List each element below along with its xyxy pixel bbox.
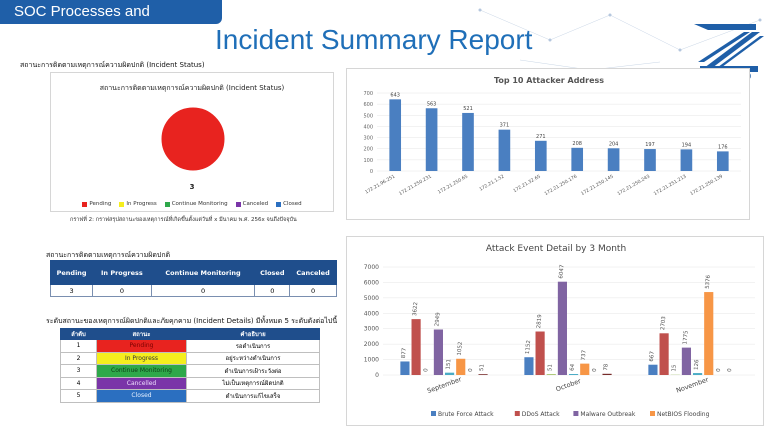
bar <box>717 151 729 171</box>
data-label: 78 <box>603 363 610 371</box>
data-label: 371 <box>499 122 510 129</box>
data-label: 3622 <box>412 301 420 317</box>
top-attacker-chart-panel <box>346 68 750 220</box>
value-pending: 3 <box>51 285 93 297</box>
table-row <box>61 365 320 378</box>
bar <box>412 319 421 375</box>
legend-swatch <box>236 202 241 207</box>
data-label: 0 <box>727 368 734 373</box>
bar <box>499 130 511 171</box>
data-label: 151 <box>445 358 453 370</box>
legend-swatch <box>515 411 520 416</box>
table-row <box>51 285 337 297</box>
status-table-label: สถานะการติดตามเหตุการณ์ความผิดปกติ <box>46 251 171 259</box>
x-tick-label: 172.21.1.52 <box>478 174 506 193</box>
y-tick-label: 3000 <box>363 325 379 333</box>
legend-swatch <box>82 202 87 207</box>
y-tick-label: 5000 <box>363 294 379 302</box>
table-row <box>61 352 320 365</box>
status-table-header <box>51 261 337 285</box>
legend-item <box>276 201 301 207</box>
row-no: 5 <box>61 390 97 403</box>
bar <box>547 374 556 375</box>
x-tick-label: 172.21.250.243 <box>616 174 651 197</box>
legend-label: Malware Outbreak <box>580 411 636 418</box>
value-continue-monitoring: 0 <box>151 285 255 297</box>
data-label: 64 <box>569 363 577 372</box>
x-tick-label: September <box>426 375 463 396</box>
y-tick-label: 400 <box>363 124 373 131</box>
data-label: 877 <box>400 347 408 359</box>
row-no: 1 <box>61 340 97 353</box>
header-no: ลำดับ <box>61 329 97 340</box>
y-tick-label: 200 <box>363 146 373 153</box>
section-tag: SOC Processes and Engagement <box>0 0 222 24</box>
y-tick-label: 300 <box>363 135 373 142</box>
legend-label: Closed <box>283 201 302 207</box>
row-status: In Progress <box>97 352 187 365</box>
row-description: ไม่เป็นเหตุการณ์ผิดปกติ <box>187 377 320 390</box>
status-table <box>50 260 337 297</box>
header-continue-monitoring: Continue Monitoring <box>151 261 255 285</box>
bar <box>426 108 438 171</box>
y-tick-label: 7000 <box>363 264 379 271</box>
x-tick-label: November <box>675 375 710 395</box>
bar <box>558 282 567 375</box>
data-label: 1052 <box>456 341 464 356</box>
x-tick-label: October <box>554 376 582 394</box>
x-tick-label: 172.21.250.231 <box>398 174 433 197</box>
bar <box>569 374 578 375</box>
data-label: 563 <box>426 101 437 108</box>
pie-title: สถานะการติดตามเหตุการณ์ความผิดปกติ (Incident Status) <box>99 84 285 92</box>
legend-label: Canceled <box>242 201 269 207</box>
header-status: สถานะ <box>97 329 187 340</box>
data-label: 2949 <box>434 312 442 327</box>
data-label: 194 <box>681 142 692 149</box>
bar <box>524 357 533 375</box>
row-no: 3 <box>61 365 97 378</box>
y-tick-label: 700 <box>363 91 373 97</box>
data-label: 2819 <box>536 314 544 329</box>
chart-title: Attack Event Detail by 3 Month <box>485 244 627 254</box>
detail-table-label: ระดับสถานะของเหตุการณ์ผิดปกติและภัยคุกคาม (Incident Details) มีทั้งหมด 5 ระดับดังต่อไปนี้ <box>46 317 338 325</box>
y-tick-label: 4000 <box>363 310 379 318</box>
bar <box>571 148 583 171</box>
data-label: 0 <box>467 368 475 373</box>
bar <box>704 292 713 375</box>
header-in-progress: In Progress <box>93 261 151 285</box>
data-label: 126 <box>693 359 701 371</box>
bar <box>681 149 693 171</box>
x-tick-label: 172.21.96.251 <box>364 174 397 196</box>
legend-item <box>236 201 269 207</box>
legend-label: In Progress <box>126 201 157 207</box>
y-tick-label: 0 <box>369 169 373 175</box>
bar <box>445 373 454 375</box>
page-title: Incident Summary Report <box>215 24 533 55</box>
y-tick-label: 0 <box>375 372 379 379</box>
value-closed: 0 <box>255 285 290 297</box>
row-status: Cancelled <box>97 377 187 390</box>
row-description: อยู่ระหว่างดำเนินการ <box>187 352 320 365</box>
legend-swatch <box>276 202 281 207</box>
row-status: Pending <box>97 340 187 353</box>
bar <box>462 113 474 171</box>
data-label: 667 <box>648 350 656 362</box>
legend-swatch <box>119 202 124 207</box>
legend-label: Brute Force Attack <box>438 411 494 418</box>
header-description: คำอธิบาย <box>187 329 320 340</box>
detail-table-header <box>61 329 320 340</box>
attack-event-chart-panel <box>346 236 764 426</box>
incident-status-pie-panel <box>50 72 334 212</box>
data-label: 643 <box>390 92 400 99</box>
data-label: 0 <box>715 368 723 373</box>
data-label: 5376 <box>704 274 712 290</box>
attack-event-chart <box>347 237 765 427</box>
bar <box>478 374 487 375</box>
bar <box>456 359 465 375</box>
x-tick-label: 172.21.250.139 <box>689 174 724 197</box>
bar <box>602 374 611 375</box>
data-label: 51 <box>547 363 554 372</box>
bar <box>608 148 620 171</box>
legend-swatch <box>165 202 170 207</box>
value-canceled: 0 <box>290 285 337 297</box>
data-label: 2703 <box>660 316 668 331</box>
row-status: Continue Monitoring <box>97 365 187 378</box>
data-label: 737 <box>580 349 588 361</box>
data-label: 176 <box>718 144 728 151</box>
data-label: 0 <box>423 368 430 373</box>
x-tick-label: 172.21.250.65 <box>437 174 469 196</box>
legend-label: NetBIOS Flooding <box>657 411 710 418</box>
bar <box>682 348 691 375</box>
row-status: Closed <box>97 390 187 403</box>
bar <box>660 333 669 375</box>
bar <box>434 330 443 375</box>
value-in-progress: 0 <box>93 285 151 297</box>
table-row <box>61 390 320 403</box>
row-description: ดำเนินการแก้ไขเสร็จ <box>187 390 320 403</box>
legend-item <box>119 201 156 207</box>
legend-swatch <box>431 411 436 416</box>
legend-swatch <box>650 411 655 416</box>
data-label: 6047 <box>558 264 566 279</box>
pie-slice <box>161 107 225 171</box>
pie-legend <box>51 201 333 207</box>
incident-detail-table <box>60 328 320 403</box>
row-description: ดำเนินการเฝ้าระวังต่อ <box>187 365 320 378</box>
legend-item <box>82 201 111 207</box>
data-label: 1152 <box>524 339 533 355</box>
y-tick-label: 600 <box>363 102 373 109</box>
incident-status-pie <box>51 91 335 211</box>
legend-label: Continue Monitoring <box>171 201 228 207</box>
bar <box>536 332 545 375</box>
bar <box>693 373 702 375</box>
top-attacker-chart <box>347 69 751 221</box>
legend-item <box>165 201 228 207</box>
legend-swatch <box>573 411 578 416</box>
y-tick-label: 500 <box>363 113 373 120</box>
y-tick-label: 2000 <box>363 341 379 349</box>
pie-caption: กราฟที่ 2: กราฟสรุปสถานะของเหตุการณ์ที่เกิดขึ้นตั้งแต่วันที่ x มีนาคม พ.ศ. 256x จนถึงปัจจุบัน <box>70 217 297 223</box>
pie-total: 3 <box>189 183 195 191</box>
bar <box>644 149 656 171</box>
data-label: 51 <box>479 363 486 372</box>
y-tick-label: 6000 <box>363 279 379 287</box>
data-label: 208 <box>572 140 582 147</box>
row-description: รอดำเนินการ <box>187 340 320 353</box>
chart-title: Top 10 Attacker Address <box>493 76 605 85</box>
y-tick-label: 1000 <box>363 356 379 364</box>
header-canceled: Canceled <box>290 261 337 285</box>
header-closed: Closed <box>255 261 290 285</box>
data-label: 521 <box>463 105 473 112</box>
data-label: 197 <box>645 142 655 149</box>
incident-status-label: สถานะการติดตามเหตุการณ์ความผิดปกติ (Incident Status) <box>20 61 205 69</box>
table-row <box>61 340 320 353</box>
header-pending: Pending <box>51 261 93 285</box>
x-tick-label: 172.21.251.213 <box>653 174 688 197</box>
data-label: 204 <box>608 141 619 148</box>
x-tick-label: 172.21.32.65 <box>512 174 542 195</box>
bar <box>535 141 547 171</box>
legend-label: Pending <box>89 201 112 207</box>
table-row <box>61 377 320 390</box>
bar <box>389 99 401 171</box>
y-tick-label: 100 <box>363 157 373 164</box>
data-label: 0 <box>591 368 599 373</box>
x-tick-label: 172.21.250.176 <box>544 174 579 197</box>
row-no: 2 <box>61 352 97 365</box>
bar <box>580 364 589 375</box>
bar <box>648 365 657 375</box>
data-label: 271 <box>536 133 546 140</box>
row-no: 4 <box>61 377 97 390</box>
bar <box>400 361 409 375</box>
data-label: 1775 <box>682 330 690 345</box>
data-label: 15 <box>671 364 678 372</box>
x-tick-label: 172.21.250.145 <box>580 174 615 197</box>
legend-label: DDoS Attack <box>521 411 560 418</box>
